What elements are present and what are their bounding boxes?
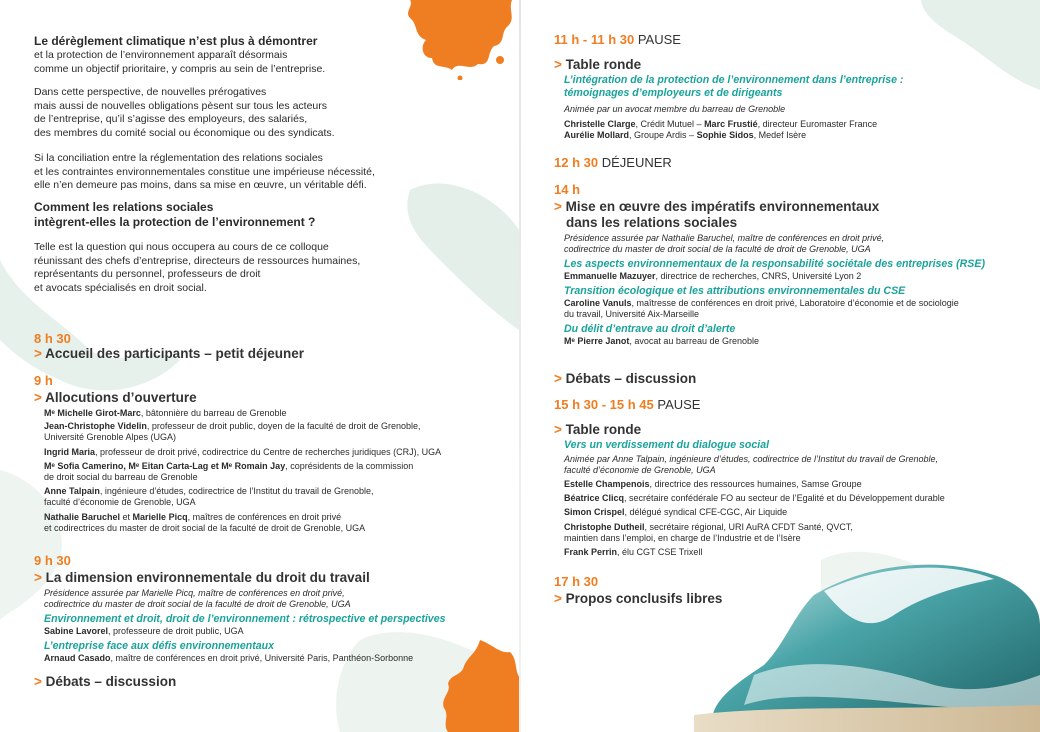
intro-block-2 [34, 86, 335, 140]
speaker-line-cont: faculté d’économie de Grenoble, UGA [44, 497, 196, 508]
session-title: Table ronde [565, 57, 642, 72]
intro-line: mais aussi de nouvelles obligations pèsent sur tous les acteurs [34, 99, 327, 112]
speaker-line: Anne Talpain, ingénieure d’études, codirectrice de l’Institut du travail de Grenoble, [44, 486, 374, 497]
intro-block-3 [34, 152, 375, 193]
session-allocutions [34, 390, 197, 406]
intro-line: et avocats spécialisés en droit social. [34, 281, 207, 294]
ocean-wave-image [694, 555, 1040, 732]
time-1230: 12 h 30 DÉJEUNER [554, 155, 672, 170]
session-title: Accueil des participants – petit déjeuner [45, 346, 304, 361]
intro-heading: Le dérèglement climatique n’est plus à démontrer [34, 34, 318, 48]
mise-details [564, 233, 1024, 347]
animation-line: Animée par un avocat membre du barreau de Grenoble [564, 104, 786, 114]
session-title: Allocutions d’ouverture [45, 390, 197, 405]
session-propos [554, 591, 722, 607]
speaker-line: Mᵉ Sofia Camerino, Mᵉ Eitan Carta-Lag et Mᵉ Romain Jay, coprésidents de la commission [44, 460, 414, 471]
speaker-line: Estelle Champenois, directrice des ressources humaines, Samse Groupe [564, 478, 862, 489]
session-title: La dimension environnementale du droit du travail [45, 570, 370, 585]
presidence-line: Présidence assurée par Marielle Picq, maître de conférences en droit privé, [44, 588, 345, 598]
arrow-icon: > [554, 422, 566, 437]
session-title-cont: dans les relations sociales [566, 215, 738, 230]
speaker-line: Simon Crispel, délégué syndical CFE-CGC, Air Liquide [564, 507, 788, 518]
speaker-line-cont: de droit social du barreau de Grenoble [44, 472, 198, 483]
speaker-line: Caroline Vanuls, maîtresse de conférences en droit privé, Laboratoire d’économie et de sociologie [564, 297, 959, 308]
intro-line: elle n’en demeure pas moins, dans sa mise en œuvre, un véritable défi. [34, 179, 367, 192]
arrow-icon: > [554, 591, 566, 606]
talk-title: L’intégration de la protection de l’environnement dans l’entreprise : [564, 74, 904, 86]
session-title: Table ronde [565, 422, 642, 437]
session-title: Débats – discussion [45, 674, 177, 689]
time-pause-2: 15 h 30 - 15 h 45 PAUSE [554, 397, 701, 412]
speaker-line-cont: Université Grenoble Alpes (UGA) [44, 432, 177, 443]
arrow-icon: > [554, 199, 566, 214]
intro-line: Dans cette perspective, de nouvelles prérogatives [34, 86, 267, 98]
session-accueil [34, 346, 304, 362]
arrow-icon: > [34, 390, 46, 405]
talk-title: Les aspects environnementaux de la responsabilité sociétale des entreprises (RSE) [564, 258, 985, 271]
animation-line: faculté d’économie de Grenoble, UGA [564, 464, 716, 475]
orange-splash-top-icon [400, 0, 520, 80]
intro-line: représentants du personnel, professeurs de droit [34, 268, 261, 281]
table-ronde-1-details [564, 74, 1024, 142]
speaker-line-cont: maintien dans l’emploi, en charge de l’Industrie et de l’Isère [564, 532, 801, 543]
animation-line: Animée par Anne Talpain, ingénieure d’études, codirectrice de l’Institut du travail de Grenoble, [564, 453, 939, 464]
presidence-line: codirectrice du master de droit social de la faculté de droit de Grenoble, UGA [44, 599, 351, 610]
speaker-line-cont: et codirectrices du master de droit social de la faculté de droit de Grenoble, UGA [44, 522, 366, 533]
session-dimension [34, 570, 370, 586]
session-table-ronde-1 [554, 57, 641, 73]
presidence-line: codirectrice du master de droit social de la faculté de droit de Grenoble, UGA [564, 244, 871, 255]
intro-line: des membres du comité social ou économique ou des syndicats. [34, 126, 335, 139]
time-14h: 14 h [554, 182, 581, 197]
talk-title: Du délit d’entrave au droit d’alerte [564, 323, 736, 336]
session-debats [34, 674, 176, 690]
arrow-icon: > [34, 346, 46, 361]
table-ronde-2-details [564, 439, 1024, 558]
intro-line: et les contraintes environnementales constitue une impérieuse nécessité, [34, 165, 375, 178]
time-9h: 9 h [34, 373, 53, 388]
speaker-line: Jean-Christophe Videlin, professeur de droit public, doyen de la faculté de droit de Grenoble, [44, 421, 421, 432]
talk-title: L’entreprise face aux défis environnementaux [44, 640, 274, 653]
talk-title: témoignages d’employeurs et de dirigeants [564, 86, 783, 99]
talk-title: Vers un verdissement du dialogue social [564, 439, 770, 451]
arrow-icon: > [554, 371, 566, 386]
speaker-line: Christelle Clarge, Crédit Mutuel – Marc Frustié, directeur Euromaster France [564, 119, 878, 130]
speaker-line-cont: du travail, Université Aix-Marseille [564, 308, 700, 319]
speaker-line: Nathalie Baruchel et Marielle Picq, maîtres de conférences en droit privé [44, 511, 342, 522]
dimension-details [44, 588, 504, 664]
speaker-line: Mᵉ Pierre Janot, avocat au barreau de Grenoble [564, 335, 759, 346]
intro-block-1 [34, 34, 325, 76]
question-line: intègrent-elles la protection de l’environnement ? [34, 215, 316, 229]
intro-line: Telle est la question qui nous occupera au cours de ce colloque [34, 241, 329, 253]
talk-title: Transition écologique et les attributions environnementales du CSE [564, 285, 906, 298]
arrow-icon: > [34, 570, 46, 585]
time-pause-1: 11 h - 11 h 30 PAUSE [554, 32, 681, 47]
speaker-line: Emmanuelle Mazuyer, directrice de recherches, CNRS, Université Lyon 2 [564, 270, 862, 281]
speaker-line: Frank Perrin, élu CGT CSE Trixell [564, 546, 703, 557]
intro-line: réunissant des chefs d’entreprise, directeurs de ressources humaines, [34, 254, 361, 267]
speaker-line: Arnaud Casado, maître de conférences en droit privé, Université Paris, Panthéon-Sorbonne [44, 652, 414, 663]
presidence-line: Présidence assurée par Nathalie Baruchel, maître de conférences en droit privé, [564, 233, 885, 243]
speaker-line: Sabine Lavorel, professeure de droit public, UGA [44, 625, 244, 636]
arrow-icon: > [554, 57, 566, 72]
intro-line: Si la conciliation entre la réglementation des relations sociales [34, 152, 323, 164]
time-930: 9 h 30 [34, 553, 71, 568]
intro-line: comme un objectif prioritaire, y compris au sein de l’entreprise. [34, 62, 326, 75]
arrow-icon: > [34, 674, 46, 689]
session-title: Débats – discussion [565, 371, 697, 386]
session-mise-en-oeuvre [554, 199, 879, 215]
intro-line: de l’entreprise, qu’il s’agisse des employeurs, des salariés, [34, 113, 308, 126]
speaker-line: Aurélie Mollard, Groupe Ardis – Sophie Sidos, Medef Isère [564, 130, 807, 141]
session-title: Mise en œuvre des impératifs environnementaux [565, 199, 880, 214]
question-heading [34, 200, 315, 230]
intro-line: et la protection de l’environnement apparaît désormais [34, 49, 288, 61]
speaker-line: Christophe Dutheil, secrétaire régional, URI AuRA CFDT Santé, QVCT, [564, 521, 853, 532]
session-table-ronde-2 [554, 422, 641, 438]
session-debats [554, 371, 696, 387]
question-line: Comment les relations sociales [34, 200, 214, 214]
speaker-line: Béatrice Clicq, secrétaire confédérale FO au secteur de l’Egalité et du Développement durable [564, 493, 945, 504]
session-title: Propos conclusifs libres [565, 591, 723, 606]
talk-title: Environnement et droit, droit de l’environnement : rétrospective et perspectives [44, 613, 446, 626]
allocutions-speakers [44, 408, 504, 534]
time-1730: 17 h 30 [554, 574, 599, 589]
time-830: 8 h 30 [34, 331, 71, 346]
speaker-line: Ingrid Maria, professeur de droit privé, codirectrice du Centre de recherches juridiques (CRJ), UGA [44, 446, 442, 457]
intro-block-4 [34, 241, 360, 295]
speaker-line: Mᵉ Michelle Girot-Marc, bâtonnière du barreau de Grenoble [44, 408, 287, 418]
page-fold [519, 0, 521, 732]
